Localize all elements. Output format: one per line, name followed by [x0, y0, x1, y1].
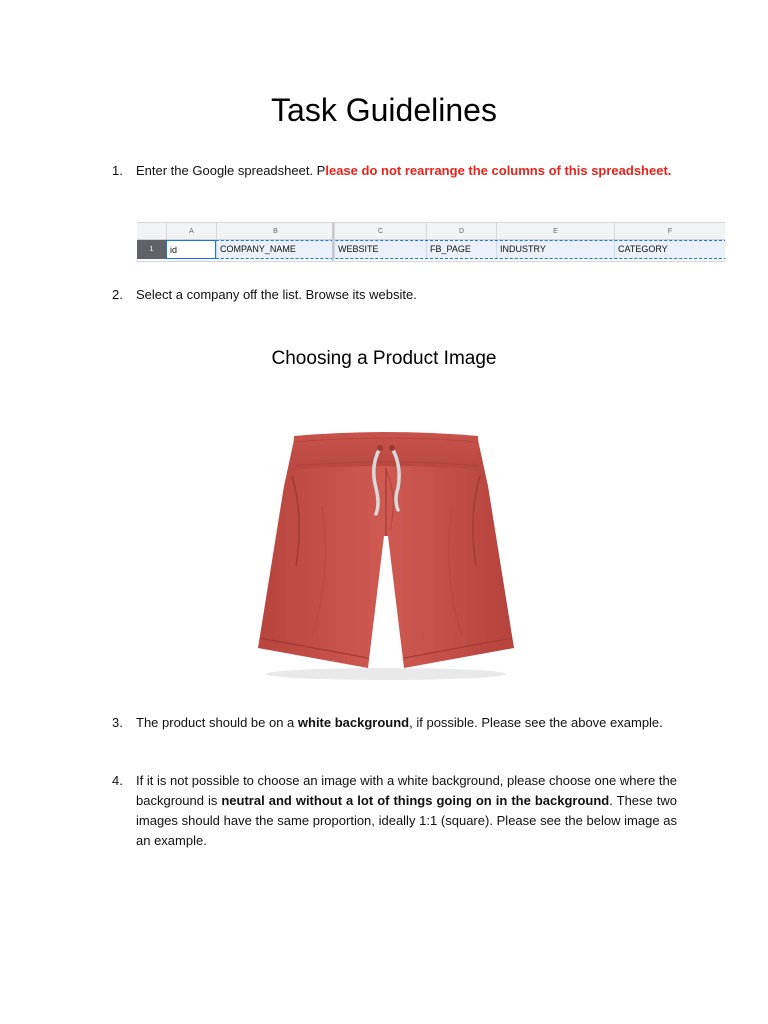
step-1-plain-text: Enter the Google spreadsheet. P [136, 163, 326, 178]
red-shorts-image [252, 426, 520, 686]
step-4-text-a: If it is not possible to choose an image with a white background, please choose one where the background is [136, 773, 677, 808]
column-letter-f: F [614, 223, 725, 239]
cell-industry: INDUSTRY [496, 240, 614, 259]
list-text: Select a company off the list. Browse its website. [136, 287, 417, 302]
column-letter-d: D [426, 223, 496, 239]
column-letter-c: C [334, 223, 426, 239]
cell-company-name: COMPANY_NAME [216, 240, 334, 259]
list-item-step-1 [112, 161, 677, 181]
page-title: Task Guidelines [271, 92, 497, 128]
row-number: 1 [137, 240, 166, 259]
step-3-text-b: , if possible. Please see the above example. [409, 715, 663, 730]
list-number: 4. [112, 773, 123, 788]
list-item-step-2 [112, 285, 677, 305]
step-3-text-a: The product should be on a [136, 715, 298, 730]
step-3-bold-text: white background [297, 715, 410, 730]
list-item-step-3 [112, 713, 677, 733]
cell-website: WEBSITE [334, 240, 426, 259]
list-number: 1. [112, 163, 123, 178]
list-number: 2. [112, 287, 123, 302]
column-letter-b: B [216, 223, 334, 239]
spreadsheet-header-image [137, 222, 725, 262]
frozen-column-divider [332, 223, 334, 261]
step-4-text-b: . These two images should have the same proportion, ideally 1:1 (square). Please see the below image as an example. [136, 793, 677, 848]
list-number: 3. [112, 715, 123, 730]
column-letter-a: A [166, 223, 216, 239]
list-text [136, 161, 677, 181]
cell-category: CATEGORY [614, 240, 725, 259]
column-letter-e: E [496, 223, 614, 239]
cell-id: id [166, 240, 216, 259]
list-item-step-4 [112, 771, 677, 851]
list-text [136, 771, 677, 851]
step-4-bold-text: neutral and without a lot of things going on in the background [221, 793, 610, 808]
section-title: Choosing a Product Image [271, 348, 497, 369]
step-1-warning-text: lease do not rearrange the columns of this spreadsheet. [325, 163, 672, 178]
cell-fb-page: FB_PAGE [426, 240, 496, 259]
list-text [136, 713, 677, 733]
